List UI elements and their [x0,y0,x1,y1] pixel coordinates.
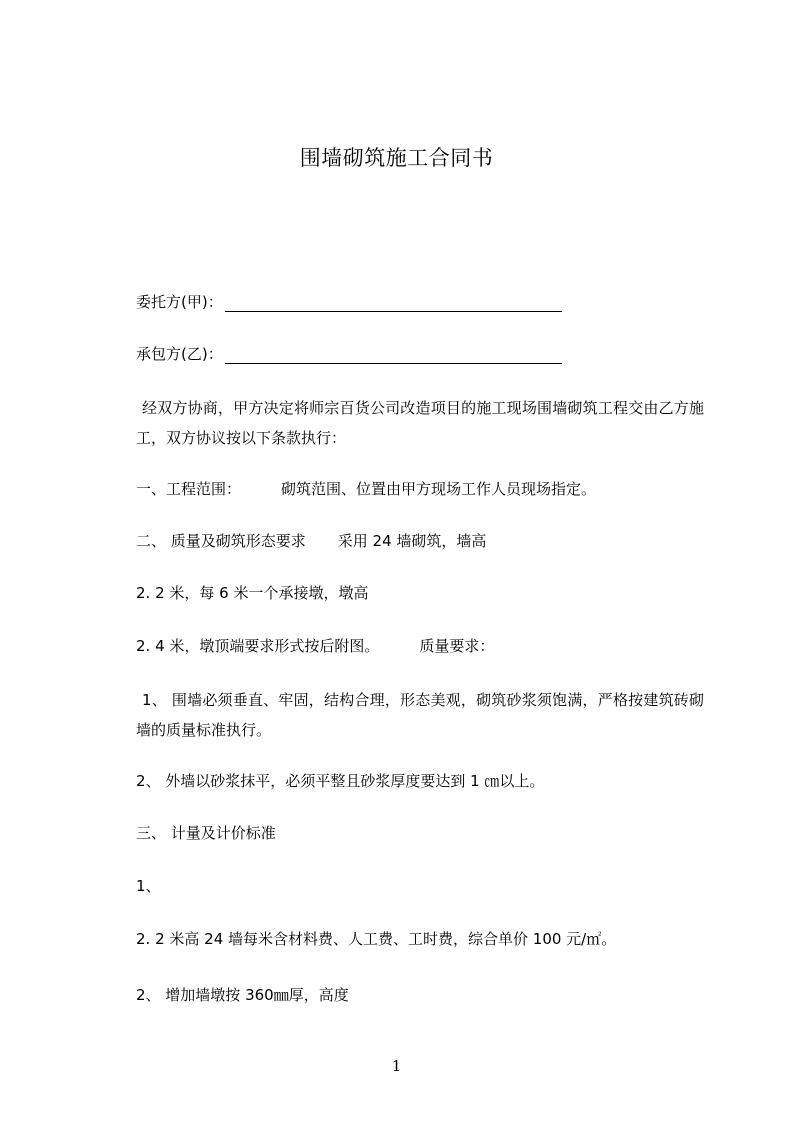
section3-heading: 三、 计量及计价标准 [136,824,276,842]
requirement-2: 2、 外墙以砂浆抹平，必须平整且砂浆厚度要达到 1 ㎝以上。 [136,772,545,790]
section2-line3 [136,636,494,656]
party-b-label: 承包方(乙)： [136,345,223,363]
section2-line3-text: 2. 4 米，墩顶端要求形式按后附图。 [136,637,380,655]
document-title: 围墙砌筑施工合同书 [299,146,494,170]
requirement-1: 1、 围墙必须垂直、牢固，结构合理，形态美观，砌筑砂浆须饱满，严格按建筑砖砌墙的质量标准执行。 [136,691,704,739]
section3-item2: 2、 增加墙墩按 360㎜厚，高度 [136,986,349,1004]
party-a-blank [225,295,562,312]
party-b-blank [225,347,562,364]
section1-content: 砌筑范围、位置由甲方现场工作人员现场指定。 [281,480,597,498]
quality-requirements-label: 质量要求： [419,637,495,655]
section2-content: 采用 24 墙砌筑，墙高 [337,532,487,550]
section2-heading: 二、 质量及砌筑形态要求 [136,532,306,550]
page-number: 1 [391,1057,402,1075]
party-b-line [136,344,562,364]
party-a-line [136,292,562,312]
intro-paragraph: 经双方协商，甲方决定将师宗百货公司改造项目的施工现场围墙砌筑工程交由乙方施工，双方协议按以下条款执行： [136,399,704,447]
section1-heading: 一、工程范围： [136,480,242,498]
party-a-label: 委托方(甲)： [136,293,223,311]
section1-line [136,479,596,499]
section2-line2: 2. 2 米，每 6 米一个承接墩，墩高 [136,584,369,602]
section2-line [136,531,486,551]
section3-line2: 2. 2 米高 24 墙每米含材料费、人工费、工时费，综合单价 100 元/㎡。 [136,930,617,948]
section3-item1: 1、 [136,877,161,895]
